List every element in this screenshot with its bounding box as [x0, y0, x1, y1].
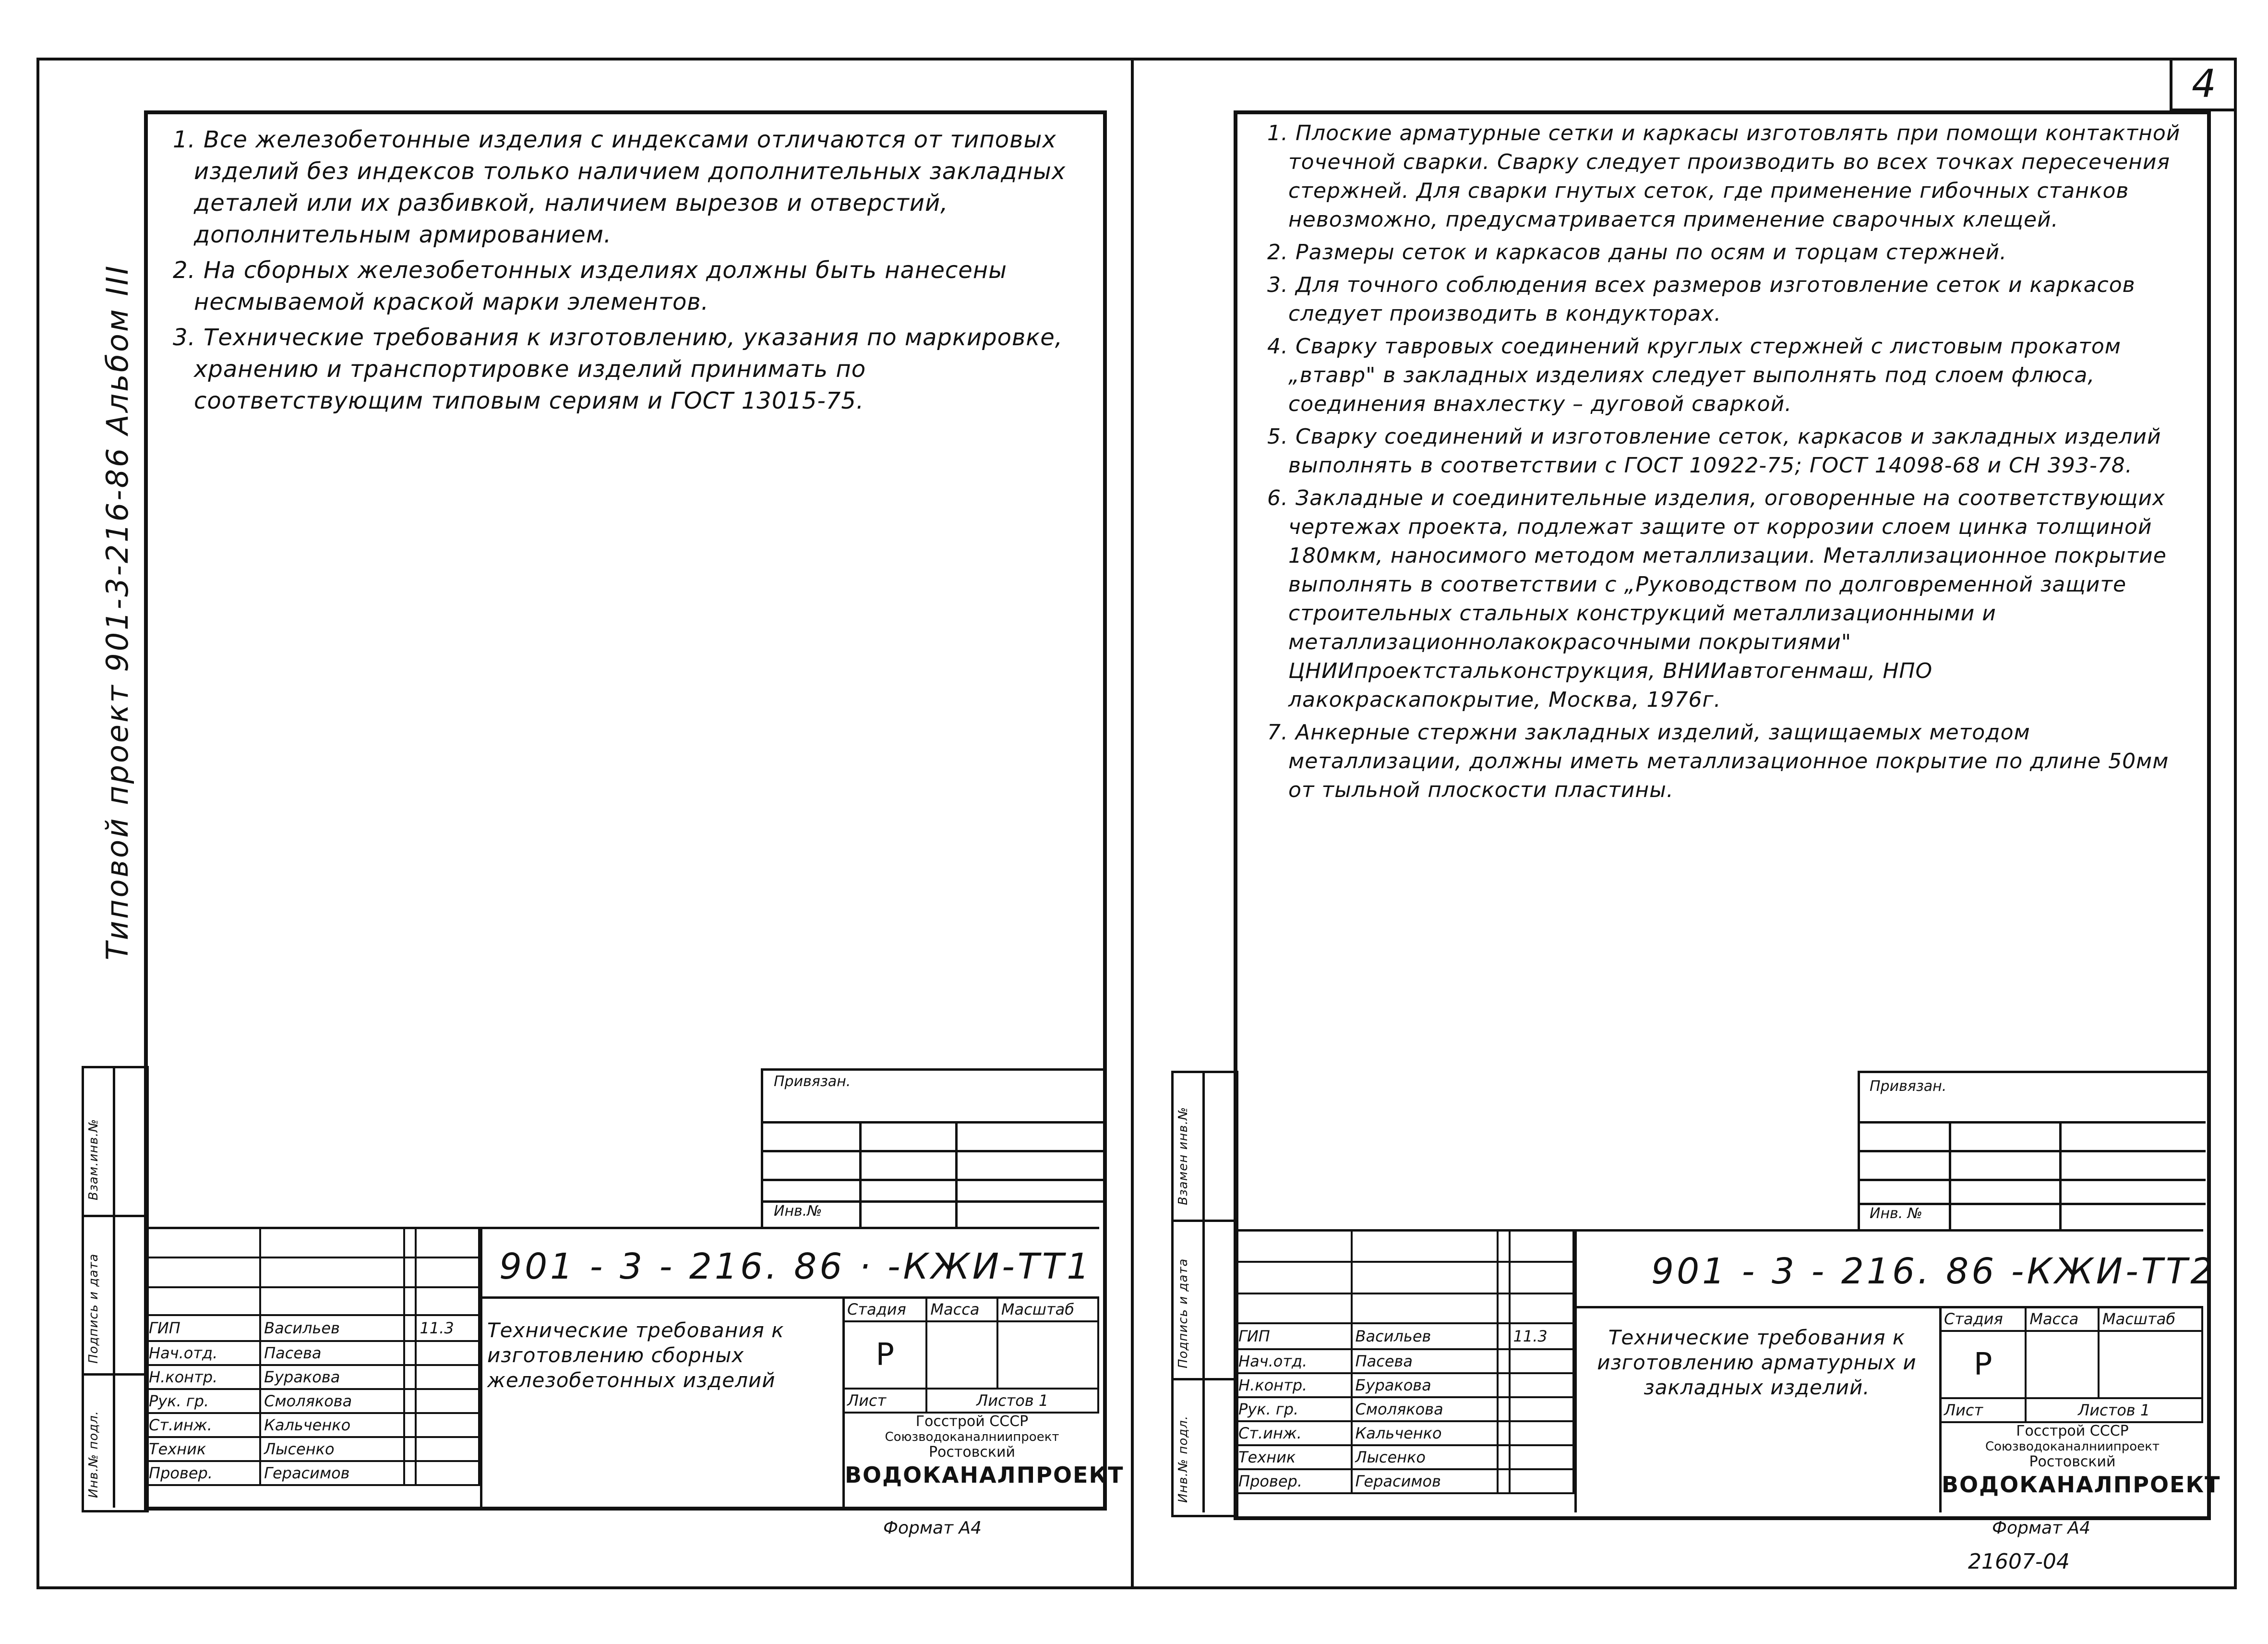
- left-org-line-1: Госстрой СССР: [915, 1413, 1029, 1430]
- outer-bottom-border: [38, 1586, 2237, 1589]
- left-privyazan-col-1: [859, 1121, 862, 1227]
- left-privyazan-line-3: [761, 1179, 1104, 1181]
- right-note-1: 1. Плоские арматурные сетки и каркасы изготовлять при помощи контактной точечной сварки. Сварку следует производить во всех точках пересечения стержней. Для сварки гнутых сеток, где применение гибочных станков невозможно, предусматривается применение сварочных клещей.: [1267, 121, 2181, 232]
- left-scale-header: Масштаб: [997, 1297, 1098, 1321]
- left-privyazan-line-1: [761, 1121, 1104, 1124]
- right-side-strip-h1: [1171, 1220, 1234, 1222]
- right-sig-role-4: Рук. гр.: [1235, 1397, 1352, 1421]
- left-privyazan-col-2: [955, 1121, 958, 1227]
- outer-right-border: [2234, 58, 2237, 1589]
- right-doc-title: Технические требования к изготовлению арматурных и закладных изделий.: [1597, 1326, 1917, 1399]
- left-org-name: ВОДОКАНАЛПРОЕКТ: [845, 1462, 1124, 1488]
- right-format-label: Формат А4: [1992, 1518, 2091, 1538]
- right-inv-label: Инв. №: [1870, 1205, 1923, 1222]
- left-sig-name-4: Смолякова: [260, 1389, 404, 1413]
- right-privyazan-line-1: [1858, 1121, 2206, 1124]
- right-sig-role-5: Ст.инж.: [1235, 1421, 1352, 1445]
- right-sig-name-3: Буракова: [1352, 1373, 1498, 1397]
- left-format-label: Формат А4: [883, 1518, 982, 1538]
- left-org-line-2: Союзводоканалниипроект: [885, 1430, 1059, 1444]
- right-side-label-1: Взамен инв.№: [1176, 1107, 1190, 1205]
- left-privyazan-label: Привязан.: [774, 1073, 851, 1090]
- left-sig-role-2: Нач.отд.: [145, 1341, 260, 1365]
- left-sig-name-3: Буракова: [260, 1365, 404, 1389]
- left-side-label-3: Инв.№ подл.: [86, 1410, 101, 1498]
- right-mass-header: Масса: [2026, 1307, 2099, 1331]
- left-doc-code: 901 - 3 - 216. 86 · -КЖИ-ТТ1: [499, 1246, 1092, 1287]
- right-stage-header: Стадия: [1940, 1307, 2026, 1331]
- left-sig-date-1: 11.3: [416, 1315, 479, 1341]
- left-sig-name-6: Лысенко: [260, 1437, 404, 1461]
- right-org-line-3: Ростовский: [2029, 1453, 2116, 1470]
- right-sig-role-7: Провер.: [1235, 1469, 1352, 1493]
- left-signature-table: [144, 1227, 480, 1486]
- right-sig-name-1: Васильев: [1352, 1323, 1498, 1349]
- right-side-strip-divider: [1202, 1071, 1205, 1512]
- right-sheet-label: Лист: [1940, 1398, 2026, 1422]
- right-sig-name-7: Герасимов: [1352, 1469, 1498, 1493]
- left-privyazan-line-2: [761, 1150, 1104, 1152]
- right-privyazan-line-3: [1858, 1179, 2206, 1181]
- right-stamp-number: 21607-04: [1968, 1551, 2070, 1573]
- left-sig-role-5: Ст.инж.: [145, 1413, 260, 1437]
- left-sig-role-1: ГИП: [145, 1315, 260, 1341]
- left-inv-label: Инв.№: [774, 1203, 822, 1220]
- right-sig-name-6: Лысенко: [1352, 1445, 1498, 1469]
- left-sig-name-7: Герасимов: [260, 1461, 404, 1485]
- left-side-strip-divider: [113, 1066, 115, 1508]
- right-sig-role-1: ГИП: [1235, 1323, 1352, 1349]
- left-stage-table: [842, 1296, 1099, 1414]
- right-notes: [1267, 119, 2189, 809]
- left-note-3: 3. Технические требования к изготовлению, указания по маркировке, хранению и транспортировке изделий принимать по соответствующим типовым сериям и ГОСТ 13015-75.: [173, 324, 1063, 414]
- right-org-name: ВОДОКАНАЛПРОЕКТ: [1942, 1472, 2221, 1498]
- left-notes: [173, 124, 1085, 421]
- left-sig-name-5: Кальченко: [260, 1413, 404, 1437]
- page-number: 4: [2192, 61, 2216, 106]
- right-stage-table: [1939, 1306, 2203, 1423]
- right-note-7: 7. Анкерные стержни закладных изделий, защищаемых методом металлизации, должны иметь металлизационное покрытие по длине 50мм от тыльной плоскости пластины.: [1267, 720, 2169, 802]
- right-note-3: 3. Для точного соблюдения всех размеров изготовление сеток и каркасов следует производить в кондукторах.: [1267, 273, 2136, 326]
- right-scale-header: Масштаб: [2099, 1307, 2202, 1331]
- left-doc-title: Технические требования к изготовлению сборных железобетонных изделий: [487, 1318, 784, 1392]
- right-signature-table: [1234, 1229, 1574, 1494]
- right-sig-role-3: Н.контр.: [1235, 1373, 1352, 1397]
- center-fold-line: [1131, 58, 1134, 1589]
- left-stamp-divider: [480, 1227, 482, 1507]
- right-side-label-3: Инв.№ подл.: [1176, 1415, 1190, 1503]
- left-sheet-label: Лист: [843, 1389, 926, 1413]
- left-note-1: 1. Все железобетонные изделия с индексами отличаются от типовых изделий без индексов только наличием дополнительных закладных деталей или их разбивкой, наличием вырезов и отверстий, дополнительным армированием.: [173, 126, 1066, 248]
- left-org-line-3: Ростовский: [928, 1444, 1016, 1461]
- right-privyazan-col-2: [2059, 1121, 2062, 1229]
- left-sig-role-3: Н.контр.: [145, 1365, 260, 1389]
- right-sig-name-5: Кальченко: [1352, 1421, 1498, 1445]
- right-org-line-1: Госстрой СССР: [2016, 1423, 2129, 1439]
- right-note-2: 2. Размеры сеток и каркасов даны по осям и торцам стержней.: [1267, 240, 2007, 265]
- left-note-2: 2. На сборных железобетонных изделиях должны быть нанесены несмываемой краской марки элементов.: [173, 257, 1008, 315]
- right-doc-code: 901 - 3 - 216. 86 -КЖИ-ТТ2: [1651, 1251, 2216, 1292]
- right-sig-name-2: Пасева: [1352, 1349, 1498, 1373]
- right-sheets-label: Листов 1: [2026, 1398, 2202, 1422]
- left-sig-role-7: Провер.: [145, 1461, 260, 1485]
- right-side-label-2: Подпись и дата: [1176, 1258, 1190, 1368]
- left-stage-value: Р: [843, 1321, 926, 1389]
- right-note-4: 4. Сварку тавровых соединений круглых стержней с листовым прокатом „втавр" в закладных изделиях следует выполнять под слоем флюса, соединения внахлестку – дуговой сваркой.: [1267, 334, 2121, 416]
- page-number-box: [2170, 60, 2235, 111]
- left-sig-role-6: Техник: [145, 1437, 260, 1461]
- left-side-strip-h1: [82, 1215, 144, 1217]
- left-sheets-label: Листов 1: [926, 1389, 1098, 1413]
- outer-top-border: [38, 58, 2237, 60]
- outer-left-border: [36, 58, 39, 1589]
- left-sig-name-2: Пасева: [260, 1341, 404, 1365]
- left-stage-header: Стадия: [843, 1297, 926, 1321]
- right-sig-role-2: Нач.отд.: [1235, 1349, 1352, 1373]
- right-side-strip-h2: [1171, 1378, 1234, 1380]
- right-org-line-2: Союзводоканалниипроект: [1985, 1439, 2160, 1454]
- right-sig-date-1: 11.3: [1510, 1323, 1573, 1349]
- right-stamp-divider: [1574, 1229, 1577, 1512]
- left-sig-role-4: Рук. гр.: [145, 1389, 260, 1413]
- right-sig-role-6: Техник: [1235, 1445, 1352, 1469]
- right-privyazan-label: Привязан.: [1870, 1078, 1947, 1095]
- left-side-label-1: Взам.инв.№: [86, 1119, 101, 1200]
- right-note-5: 5. Сварку соединений и изготовление сеток, каркасов и закладных изделий выполнять в соответствии с ГОСТ 10922-75; ГОСТ 14098-68 и СН 393-78.: [1267, 424, 2161, 478]
- left-vertical-project-title: Типовой проект 901-3-216-86 Альбом III: [100, 264, 135, 960]
- right-note-6: 6. Закладные и соединительные изделия, оговоренные на соответствующих чертежах проекта, подлежат защите от коррозии слоем цинка толщиной 180мкм, наносимого методом металлизации. Металлизационное покрытие выполнять в соответствии с „Руководством по долговременной защите строительных стальных конструкций металлизационными и металлизационнолакокрасочными покрытиями" ЦНИИпроектстальконструкция, ВНИИавтогенмаш, НПО лакокраскапокрытие, Москва, 1976г.: [1267, 486, 2167, 712]
- left-side-strip-h2: [82, 1373, 144, 1376]
- right-privyazan-col-1: [1949, 1121, 1951, 1229]
- left-side-label-2: Подпись и дата: [86, 1253, 101, 1364]
- left-sig-name-1: Васильев: [260, 1315, 404, 1341]
- right-privyazan-line-2: [1858, 1150, 2206, 1152]
- left-mass-header: Масса: [926, 1297, 997, 1321]
- right-sig-name-4: Смолякова: [1352, 1397, 1498, 1421]
- right-stage-value: Р: [1940, 1331, 2026, 1398]
